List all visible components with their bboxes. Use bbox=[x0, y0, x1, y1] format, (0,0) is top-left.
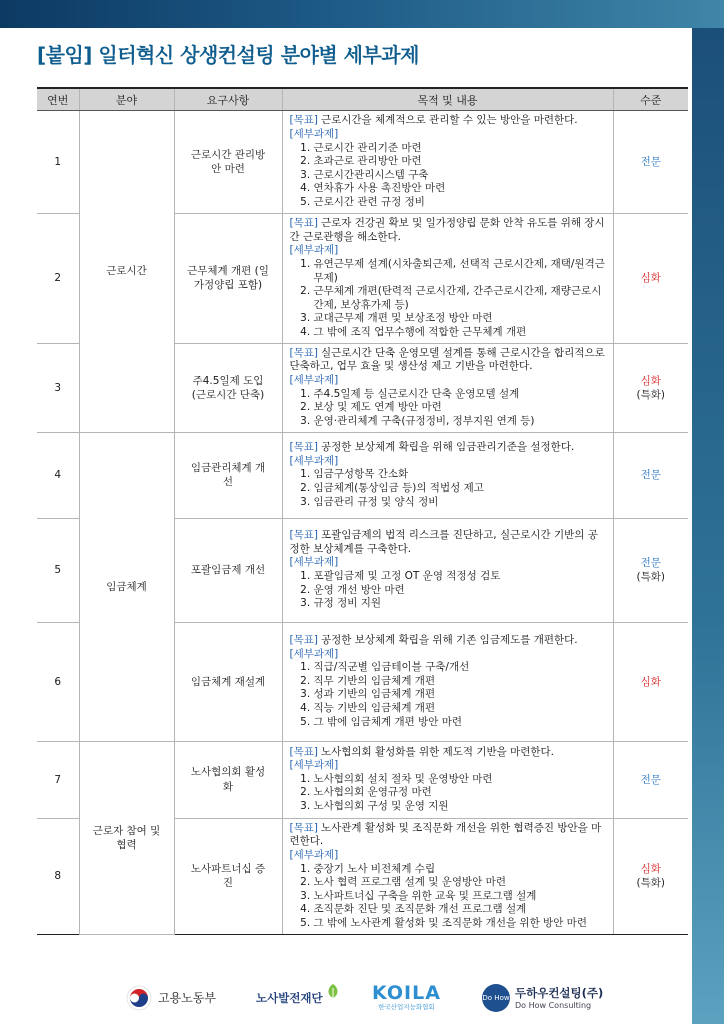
row-number: 2 bbox=[37, 214, 79, 344]
header-field: 분야 bbox=[79, 88, 174, 111]
subtask-item: 2. 노사 협력 프로그램 설계 및 운영방안 마련 bbox=[314, 876, 607, 890]
subtask-list bbox=[290, 142, 607, 210]
subtask-item: 2. 임금체계(통상임금 등)의 적법성 제고 bbox=[314, 482, 607, 496]
requirement-cell: 노사협의회 활성화 bbox=[174, 741, 282, 818]
level-cell bbox=[613, 343, 688, 432]
subtask-item: 5. 그 밖에 임금체계 개편 방안 마련 bbox=[314, 716, 607, 730]
table-row bbox=[37, 741, 688, 818]
dohow-name: 두하우컨설팅(주) bbox=[515, 986, 604, 1000]
subtask-item: 3. 성과 기반의 임금체계 개편 bbox=[314, 688, 607, 702]
row-number: 3 bbox=[37, 343, 79, 432]
level-cell bbox=[613, 518, 688, 622]
goal-tag: [목표] bbox=[289, 821, 318, 834]
content-cell bbox=[282, 343, 613, 432]
koila-wordmark: KOILA bbox=[372, 982, 441, 1004]
task-table bbox=[37, 87, 688, 935]
requirement-cell: 포괄임금제 개선 bbox=[174, 518, 282, 622]
level-label: 심화 bbox=[640, 272, 661, 285]
koila-logo bbox=[372, 975, 441, 1020]
subtask-item: 2. 운영 개선 방안 마련 bbox=[314, 584, 607, 598]
level-note: (특화) bbox=[636, 388, 665, 401]
subtask-item: 3. 규정 정비 지원 bbox=[314, 597, 607, 611]
level-cell bbox=[613, 818, 688, 934]
level-label: 심화 bbox=[640, 675, 661, 688]
row-number: 4 bbox=[37, 432, 79, 518]
subtask-item: 2. 보상 및 제도 연계 방안 마련 bbox=[314, 401, 607, 415]
task-table-wrapper bbox=[37, 87, 688, 935]
subtask-list bbox=[290, 388, 607, 429]
subtask-item: 1. 근로시간 관리기준 마련 bbox=[314, 142, 607, 156]
level-label: 심화 bbox=[640, 863, 661, 875]
requirement-cell: 근로시간 관리방안 마련 bbox=[174, 111, 282, 214]
requirement-cell: 근무체계 개편 (일가정양립 포함) bbox=[174, 214, 282, 344]
subtask-list bbox=[290, 863, 607, 931]
level-label: 전문 bbox=[640, 556, 661, 569]
subtask-list bbox=[290, 773, 607, 814]
subtask-item: 1. 노사협의회 설치 절차 및 운영방안 마련 bbox=[314, 773, 607, 787]
content-cell bbox=[282, 818, 613, 934]
goal-tag: [목표] bbox=[289, 633, 318, 646]
row-number: 5 bbox=[37, 518, 79, 622]
subtask-item: 3. 근로시간관리시스템 구축 bbox=[314, 169, 607, 183]
level-label: 전문 bbox=[640, 773, 661, 786]
taegeuk-icon bbox=[126, 985, 152, 1011]
header-requirement: 요구사항 bbox=[174, 88, 282, 111]
table-row bbox=[37, 111, 688, 214]
subtask-tag: [세부과제] bbox=[289, 454, 339, 467]
content-cell bbox=[282, 214, 613, 344]
goal-text: 노사협의회 활성화를 위한 제도적 기반을 마련한다. bbox=[320, 745, 555, 758]
subtask-item: 4. 조직문화 진단 및 조직문화 개선 프로그램 설계 bbox=[314, 903, 607, 917]
subtask-item: 5. 그 밖에 노사관계 활성화 및 조직문화 개선을 위한 방안 마련 bbox=[314, 917, 607, 931]
moel-name: 고용노동부 bbox=[158, 991, 216, 1005]
subtask-list bbox=[290, 468, 607, 509]
subtask-item: 1. 임금구성항목 간소화 bbox=[314, 468, 607, 482]
nosa-name: 노사발전재단 bbox=[256, 990, 323, 1005]
subtask-list bbox=[290, 258, 607, 340]
subtask-item: 1. 중장기 노사 비전체계 수립 bbox=[314, 863, 607, 877]
requirement-cell: 주4.5일제 도입 (근로시간 단축) bbox=[174, 343, 282, 432]
subtask-item: 3. 노사파트너십 구축을 위한 교육 및 프로그램 설계 bbox=[314, 890, 607, 904]
content-cell bbox=[282, 432, 613, 518]
header-level: 수준 bbox=[613, 88, 688, 111]
subtask-item: 2. 초과근로 관리방안 마련 bbox=[314, 155, 607, 169]
subtask-tag: [세부과제] bbox=[289, 244, 339, 257]
content-cell bbox=[282, 111, 613, 214]
level-note: (특화) bbox=[636, 571, 665, 584]
subtask-tag: [세부과제] bbox=[289, 556, 339, 569]
field-cell: 근로시간 bbox=[79, 111, 174, 433]
dohow-badge-icon: Do How bbox=[482, 984, 510, 1012]
level-label: 전문 bbox=[640, 155, 661, 168]
goal-text: 근로시간을 체계적으로 관리할 수 있는 방안을 마련한다. bbox=[320, 114, 578, 127]
leaf-icon bbox=[325, 983, 341, 999]
subtask-tag: [세부과제] bbox=[289, 759, 339, 772]
goal-tag: [목표] bbox=[289, 217, 318, 229]
header-no: 연번 bbox=[37, 88, 79, 111]
table-row bbox=[37, 432, 688, 518]
field-cell: 임금체계 bbox=[79, 432, 174, 741]
content-cell bbox=[282, 741, 613, 818]
field-cell: 근로자 참여 및 협력 bbox=[79, 741, 174, 934]
subtask-item: 1. 유연근무제 설계(시차출퇴근제, 선택적 근로시간제, 재택/원격근무제) bbox=[314, 258, 607, 285]
goal-tag: [목표] bbox=[289, 114, 318, 127]
subtask-list bbox=[290, 570, 607, 611]
goal-text: 근로자 건강권 확보 및 일가정양립 문화 안착 유도를 위해 장시간 근로관행을 해소한다. bbox=[289, 217, 605, 243]
subtask-item: 3. 노사협의회 구성 및 운영 지원 bbox=[314, 800, 607, 814]
goal-line bbox=[290, 441, 607, 455]
row-number: 7 bbox=[37, 741, 79, 818]
subtask-item: 4. 연차휴가 사용 촉진방안 마련 bbox=[314, 182, 607, 196]
subtask-item: 4. 직능 기반의 임금체계 개편 bbox=[314, 702, 607, 716]
row-number: 1 bbox=[37, 111, 79, 214]
subtask-item: 3. 교대근무제 개편 및 보상조정 방안 마련 bbox=[314, 312, 607, 326]
subtask-item: 2. 노사협의회 운영규정 마련 bbox=[314, 786, 607, 800]
header-content: 목적 및 내용 bbox=[282, 88, 613, 111]
subtask-item: 2. 직무 기반의 임금체계 개편 bbox=[314, 675, 607, 689]
goal-tag: [목표] bbox=[289, 441, 318, 453]
goal-line bbox=[290, 529, 607, 556]
top-color-band bbox=[0, 0, 724, 28]
dohow-english: Do How Consulting bbox=[515, 1001, 592, 1010]
subtask-list bbox=[290, 661, 607, 729]
goal-line bbox=[290, 114, 607, 128]
goal-tag: [목표] bbox=[289, 745, 318, 758]
right-side-band bbox=[692, 28, 724, 1024]
subtask-item: 1. 포괄임금제 및 고정 OT 운영 적정성 검토 bbox=[314, 570, 607, 584]
level-cell bbox=[613, 622, 688, 741]
subtask-item: 1. 주4.5일제 등 실근로시간 단축 운영모델 설계 bbox=[314, 388, 607, 402]
goal-line bbox=[290, 746, 607, 760]
nosa-foundation-logo bbox=[256, 975, 341, 1020]
subtask-tag: [세부과제] bbox=[289, 848, 339, 861]
goal-text: 공정한 보상체계 확립을 위해 임금관리기준을 설정한다. bbox=[320, 441, 575, 453]
subtask-item: 4. 그 밖에 조직 업무수행에 적합한 근무체계 개편 bbox=[314, 326, 607, 340]
goal-line bbox=[290, 822, 607, 849]
subtask-item: 5. 근로시간 관련 규정 정비 bbox=[314, 196, 607, 210]
subtask-tag: [세부과제] bbox=[289, 374, 339, 387]
row-number: 6 bbox=[37, 622, 79, 741]
level-cell bbox=[613, 214, 688, 344]
page-title: [붙임] 일터혁신 상생컨설팅 분야별 세부과제 bbox=[37, 43, 419, 67]
subtask-item: 2. 근무체계 개편(탄력적 근로시간제, 간주근로시간제, 재량근로시간제, 보상휴가제 등) bbox=[314, 285, 607, 312]
level-label: 심화 bbox=[640, 374, 661, 387]
moel-logo bbox=[126, 975, 216, 1020]
subtask-item: 3. 임금관리 규정 및 양식 정비 bbox=[314, 496, 607, 510]
goal-tag: [목표] bbox=[289, 346, 318, 359]
level-label: 전문 bbox=[640, 469, 661, 482]
goal-text: 실근로시간 단축 운영모델 설계를 통해 근로시간을 합리적으로 단축하고, 업무 효율 및 생산성 제고 기반을 마련한다. bbox=[289, 346, 605, 373]
level-cell bbox=[613, 111, 688, 214]
level-note: (특화) bbox=[636, 877, 665, 890]
subtask-tag: [세부과제] bbox=[289, 127, 339, 140]
goal-line bbox=[290, 217, 607, 244]
subtask-tag: [세부과제] bbox=[289, 647, 339, 660]
table-header-row bbox=[37, 88, 688, 111]
footer-logos bbox=[0, 975, 692, 1024]
level-cell bbox=[613, 432, 688, 518]
goal-text: 노사관계 활성화 및 조직문화 개선을 위한 협력증진 방안을 마련한다. bbox=[289, 821, 602, 848]
goal-line bbox=[290, 634, 607, 648]
requirement-cell: 노사파트너십 증진 bbox=[174, 818, 282, 934]
content-cell bbox=[282, 518, 613, 622]
goal-text: 포괄임금제의 법적 리스크를 진단하고, 실근로시간 기반의 공정한 보상체계를 구축한다. bbox=[289, 529, 598, 555]
goal-text: 공정한 보상체계 확립을 위해 기존 임금제도를 개편한다. bbox=[320, 633, 578, 646]
koila-subtitle: 한국산업지능화협회 bbox=[378, 1003, 435, 1011]
goal-line bbox=[290, 347, 607, 374]
subtask-item: 3. 운영·관리체계 구축(규정정비, 정부지원 연계 등) bbox=[314, 415, 607, 429]
dohow-logo bbox=[482, 975, 603, 1020]
row-number: 8 bbox=[37, 818, 79, 934]
content-cell bbox=[282, 622, 613, 741]
level-cell bbox=[613, 741, 688, 818]
requirement-cell: 임금체계 재설계 bbox=[174, 622, 282, 741]
goal-tag: [목표] bbox=[289, 529, 318, 542]
subtask-item: 1. 직급/직군별 임금테이블 구축/개선 bbox=[314, 661, 607, 675]
requirement-cell: 임금관리체계 개선 bbox=[174, 432, 282, 518]
